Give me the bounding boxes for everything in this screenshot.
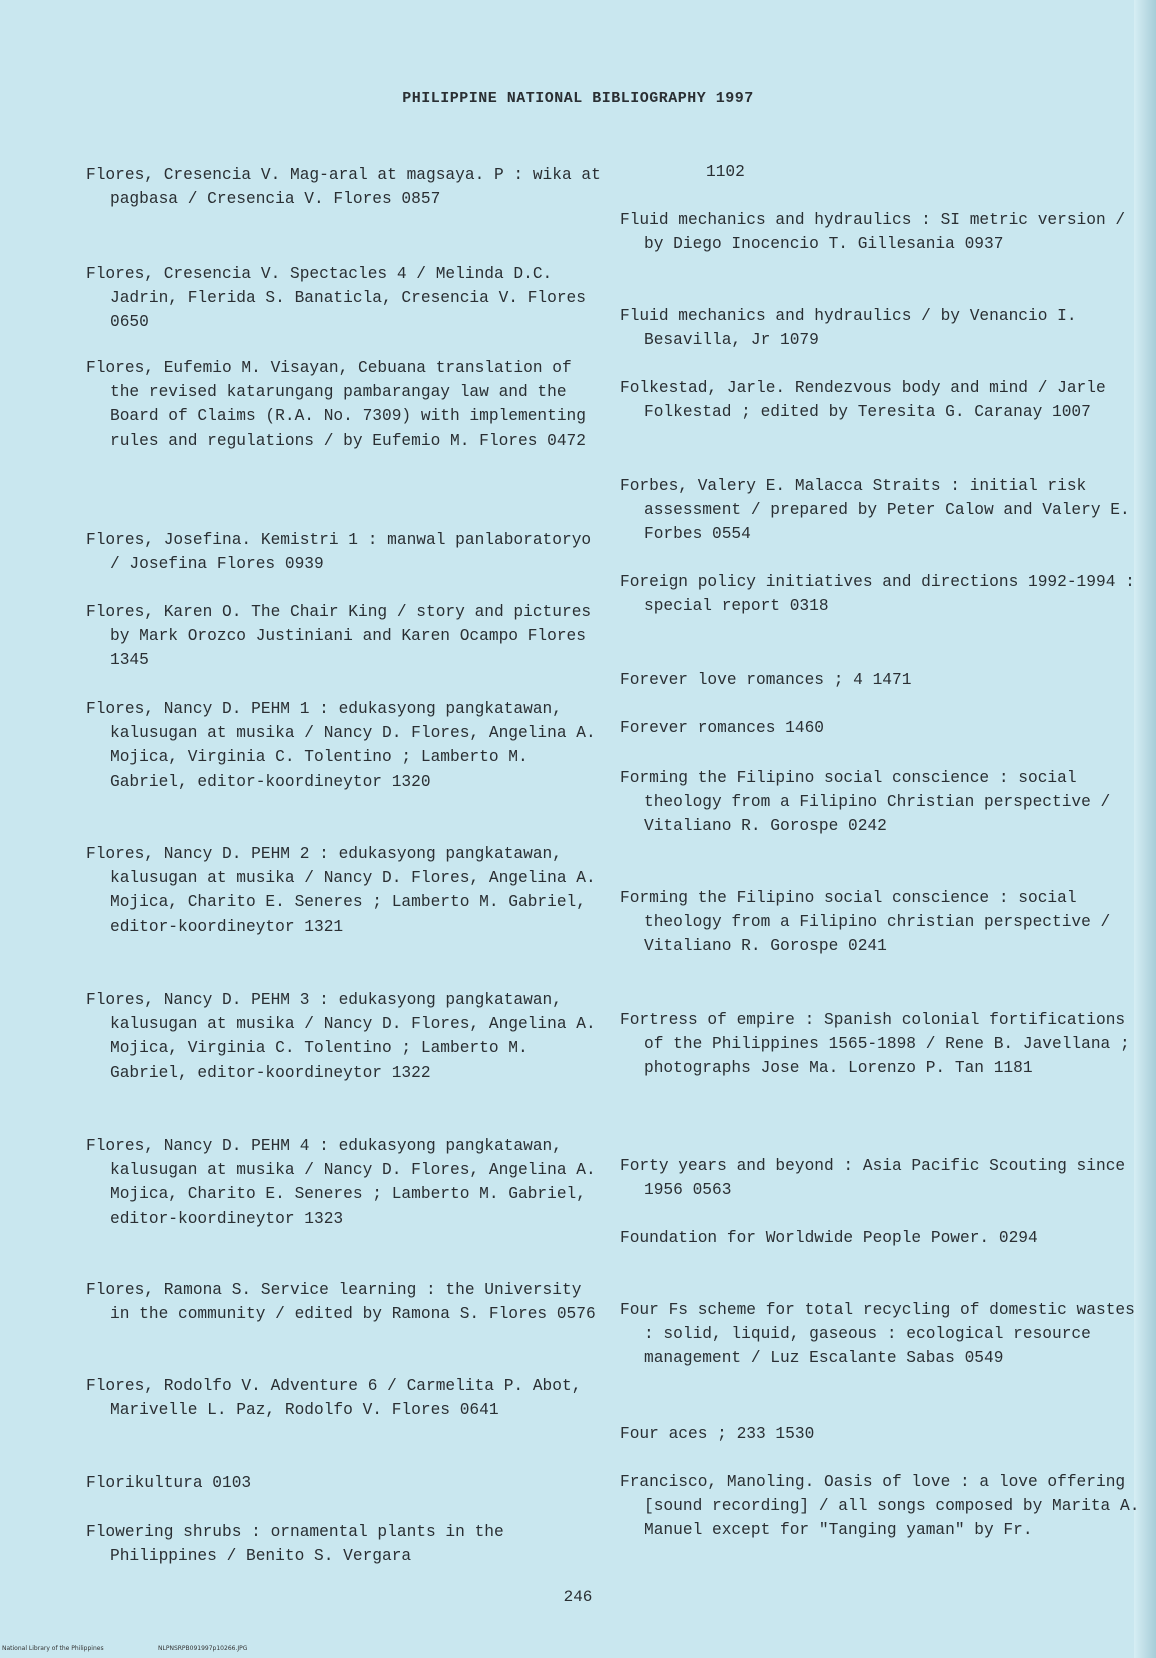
bib-entry: Florikultura 0103 <box>86 1474 252 1492</box>
bib-entry: Francisco, Manoling. Oasis of love : a love offering [sound recording] / all songs composed by Marita A. Manuel except for "Tanging yaman" by Fr. <box>620 1473 1150 1540</box>
page-number: 246 <box>563 1588 593 1606</box>
bib-entry: Flores, Nancy D. PEHM 3 : edukasyong pangkatawan, kalusugan at musika / Nancy D. Flores, Angelina A. Mojica, Virginia C. Tolentino ; Lamberto M. Gabriel, editor-koordineytor 1322 <box>86 991 606 1082</box>
bib-entry: Forbes, Valery E. Malacca Straits : initial risk assessment / prepared by Peter Calow and Valery E. Forbes 0554 <box>620 477 1140 544</box>
bib-entry: Flores, Cresencia V. Mag-aral at magsaya. P : wika at pagbasa / Cresencia V. Flores 0857 <box>86 166 611 209</box>
bib-entry: Folkestad, Jarle. Rendezvous body and mind / Jarle Folkestad ; edited by Teresita G. Caranay 1007 <box>620 379 1116 422</box>
bib-entry: Forever romances 1460 <box>620 719 824 737</box>
bib-entry: Flores, Nancy D. PEHM 1 : edukasyong pangkatawan, kalusugan at musika / Nancy D. Flores, Angelina A. Mojica, Virginia C. Tolentino ; Lamberto M. Gabriel, editor-koordineytor 1320 <box>86 700 606 791</box>
bib-entry: Flores, Nancy D. PEHM 4 : edukasyong pangkatawan, kalusugan at musika / Nancy D. Flores, Angelina A. Mojica, Charito E. Seneres ; Lamberto M. Gabriel, editor-koordineytor 1323 <box>86 1137 606 1228</box>
bib-entry: Fortress of empire : Spanish colonial fortifications of the Philippines 1565-1898 / Rene B. Javellana ; photographs Jose Ma. Lorenzo P. Tan 1181 <box>620 1011 1140 1078</box>
bib-entry: Flores, Eufemio M. Visayan, Cebuana translation of the revised katarungang pambarangay law and the Board of Claims (R.A. No. 7309) with implementing rules and regulations / by Eufemio M. Flores 0472 <box>86 359 596 450</box>
bib-entry: Four Fs scheme for total recycling of domestic wastes : solid, liquid, gaseous : ecological resource management / Luz Escalante Sabas 0549 <box>620 1301 1145 1368</box>
bib-entry: Flores, Rodolfo V. Adventure 6 / Carmelita P. Abot, Marivelle L. Paz, Rodolfo V. Flores 0641 <box>86 1377 592 1420</box>
bib-entry: Flores, Ramona S. Service learning : the University in the community / edited by Ramona S. Flores 0576 <box>86 1281 596 1324</box>
page-header: PHILIPPINE NATIONAL BIBLIOGRAPHY 1997 <box>402 90 754 107</box>
bib-entry: Forming the Filipino social conscience : social theology from a Filipino Christian perspective / Vitaliano R. Gorospe 0242 <box>620 769 1120 836</box>
bib-entry: Forever love romances ; 4 1471 <box>620 671 912 689</box>
bib-entry: Flores, Josefina. Kemistri 1 : manwal panlaboratoryo / Josefina Flores 0939 <box>86 531 601 574</box>
bib-entry: Flores, Cresencia V. Spectacles 4 / Melinda D.C. Jadrin, Flerida S. Banaticla, Cresencia V. Flores 0650 <box>86 265 596 332</box>
bib-entry: Forty years and beyond : Asia Pacific Scouting since 1956 0563 <box>620 1157 1135 1200</box>
footer-file-name: NLPNSRPB091997p10266.JPG <box>158 1645 248 1652</box>
bib-entry: Fluid mechanics and hydraulics : SI metric version / by Diego Inocencio T. Gillesania 0937 <box>620 211 1135 254</box>
bib-entry: Foreign policy initiatives and directions 1992-1994 : special report 0318 <box>620 573 1145 616</box>
bib-entry: Four aces ; 233 1530 <box>620 1425 815 1443</box>
bib-entry: Flores, Karen O. The Chair King / story and pictures by Mark Orozco Justiniani and Karen Ocampo Flores 1345 <box>86 603 601 670</box>
bib-entry: Fluid mechanics and hydraulics / by Venancio I. Besavilla, Jr 1079 <box>620 307 1087 350</box>
bib-entry: Foundation for Worldwide People Power. 0294 <box>620 1229 1038 1247</box>
bib-entry-continuation: 1102 <box>706 163 745 181</box>
bib-entry: Flowering shrubs : ornamental plants in the Philippines / Benito S. Vergara <box>86 1523 514 1566</box>
bib-entry: Forming the Filipino social conscience : social theology from a Filipino christian perspective / Vitaliano R. Gorospe 0241 <box>620 889 1120 956</box>
footer-library-name: National Library of the Philippines <box>2 1645 104 1652</box>
bib-entry: Flores, Nancy D. PEHM 2 : edukasyong pangkatawan, kalusugan at musika / Nancy D. Flores, Angelina A. Mojica, Charito E. Seneres ; Lamberto M. Gabriel, editor-koordineytor 1321 <box>86 845 606 936</box>
